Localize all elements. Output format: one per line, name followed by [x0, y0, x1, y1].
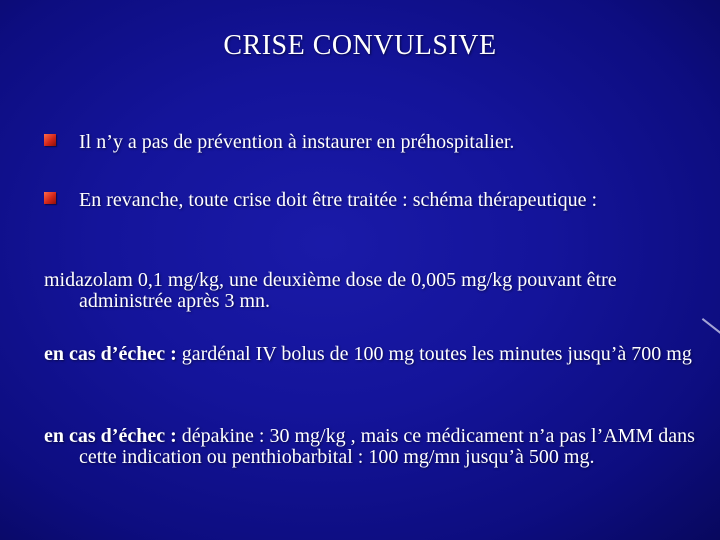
square-bullet-icon	[44, 134, 56, 146]
bullet-text: En revanche, toute crise doit être traitée : schéma thérapeutique :	[79, 189, 598, 211]
bullet-item	[44, 190, 684, 211]
decorative-line	[702, 318, 720, 334]
paragraph-text: midazolam 0,1 mg/kg, une deuxième dose de 0,005 mg/kg pouvant être administrée après 3 mn.	[44, 269, 617, 312]
paragraph-text: gardénal IV bolus de 100 mg toutes les minutes jusqu’à 700 mg	[176, 343, 692, 365]
square-bullet-icon	[44, 192, 56, 204]
bullet-item	[44, 132, 684, 153]
paragraph-lead: en cas d’échec :	[44, 425, 177, 447]
paragraph-text: dépakine : 30 mg/kg , mais ce médicament n’a pas l’AMM dans cette indication ou penthiobarbital : 100 mg/mn jusqu’à 500 mg.	[79, 425, 695, 468]
paragraph-lead: en cas d’échec :	[44, 343, 177, 365]
slide-title: CRISE CONVULSIVE	[223, 30, 497, 61]
protocol-paragraph	[44, 270, 709, 312]
bullet-text: Il n’y a pas de prévention à instaurer en préhospitalier.	[79, 131, 515, 153]
protocol-paragraph	[44, 426, 709, 468]
protocol-paragraph	[44, 344, 709, 365]
